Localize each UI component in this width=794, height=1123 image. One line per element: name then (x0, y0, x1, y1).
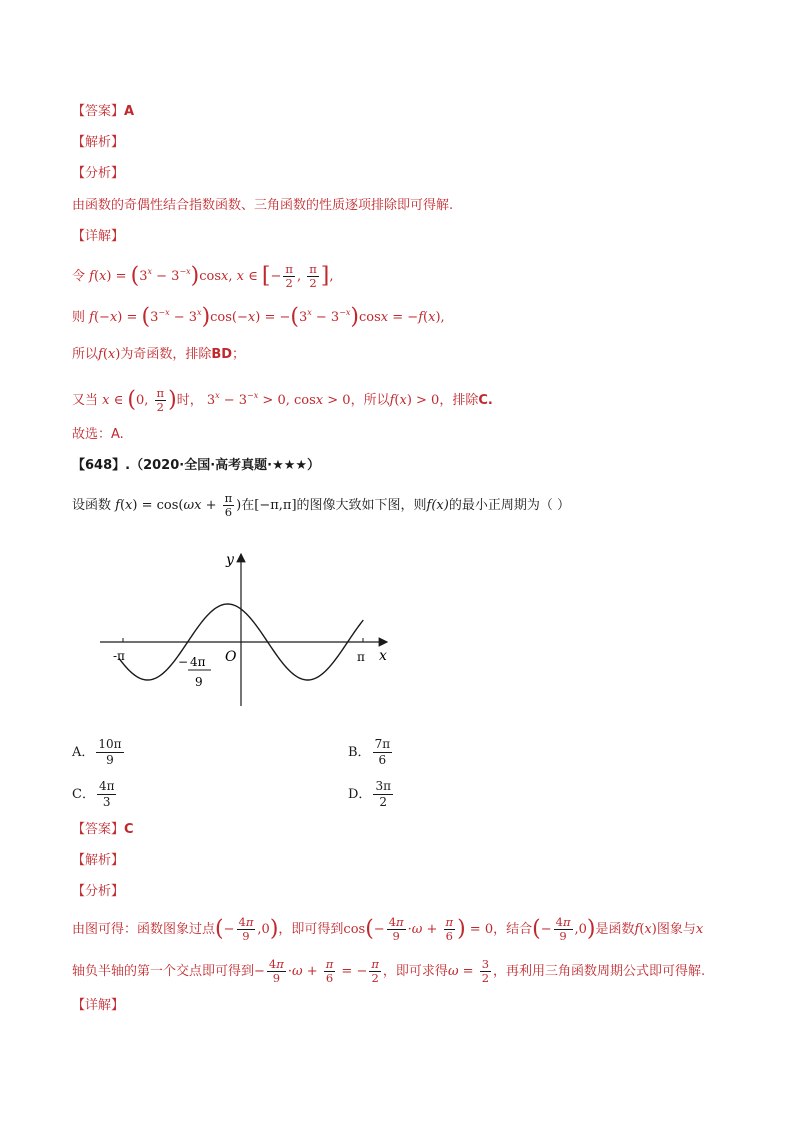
conclusion-1: 故选：A. (72, 427, 124, 442)
detail-line-4: 又当 x ∈ (0, $\frac{\pi}{2}$ )时， $3^x - 3^{-x} > 0$, cosx > 0，所以f(x) > 0，排除C. (72, 386, 493, 414)
zero-sign: − (178, 655, 189, 669)
option-c[interactable]: C． $\frac{4\pi}{3}$ (72, 779, 115, 809)
answer-label: 【答案】 (72, 104, 125, 119)
answer-line-2: 【答案】C (72, 822, 134, 837)
problem-stem: 设函数 f(x) = cos(ωx + $\frac{\pi}{6}$ )在[−π,π]的图像大致如下图，则f(x)的最小正周期为（ ） (72, 491, 570, 519)
problem-number: 【648】. (72, 458, 131, 473)
detail-line-2: 则 $f(-x) = (3^{-x} - 3^x)\cos(-x) = -(3^x - 3^{-x})\cos x = -f(x)$, (72, 304, 445, 330)
formula-f-neg: $f(-x) = (3^{-x} - 3^x)\cos(-x) = -(3^x - 3^{-x})\cos x = -f(x)$, (89, 304, 445, 330)
formula-f-def: $f(x) = (3^x - 3^{-x})\cos x$, x ∈ [− $\frac{\pi}{2}$ , $\frac{\pi}{2}$ ], (89, 262, 334, 290)
pi-label: π (357, 650, 365, 664)
cosine-graph (95, 548, 395, 708)
problem-header (72, 456, 320, 476)
x-label: x (379, 648, 387, 664)
zero-den: 9 (195, 675, 203, 689)
xiangjie-label-2: 【详解】 (72, 998, 125, 1013)
fenxi-label-2: 【分析】 (72, 884, 125, 899)
jiexi-label-1: 【解析】 (72, 135, 125, 150)
zero-num: 4π (190, 655, 206, 669)
detail-line-1: 令 $f(x) = (3^x - 3^{-x})\cos x$, x ∈ [− $\frac{\pi}{2}$ , $\frac{\pi}{2}$ ], (72, 262, 334, 290)
fenxi-text-1: 由函数的奇偶性结合指数函数、三角函数的性质逐项排除即可得解. (72, 198, 454, 213)
xiangjie-label-1: 【详解】 (72, 229, 125, 244)
neg-pi-label: -π (113, 649, 125, 663)
option-a[interactable]: A． $\frac{10\pi}{9}$ (72, 737, 122, 767)
jiexi-label-2: 【解析】 (72, 853, 125, 868)
answer-line-1 (72, 102, 134, 122)
y-label: y (226, 552, 234, 568)
origin-label: O (225, 649, 237, 665)
fenxi2-line-1: 由图可得：函数图象过点(− $\frac{4\pi}{9}$ ,0)，即可得到cos(− $\frac{4\pi}{9}$ ·ω + $\frac{\pi}{6}$ ) = 0，结合(− $\frac{4\pi}{9}$ ,0)是函数f(x)图象与x (72, 915, 704, 943)
fenxi2-line-2: 轴负半轴的第一个交点即可得到− $\frac{4\pi}{9}$ ·ω + $\frac{\pi}{6}$ = − $\frac{\pi}{2}$ ，即可求得ω = $\frac{3}{2}$ ，再利用三角函数周期公式即可得解. (72, 957, 706, 985)
problem-source: （2020·全国·高考真题·★★★） (130, 458, 321, 473)
option-b[interactable]: B． $\frac{7\pi}{6}$ (348, 737, 391, 767)
option-d[interactable]: D． $\frac{3\pi}{2}$ (348, 779, 391, 809)
detail-line-3: 所以f(x)为奇函数，排除BD； (72, 347, 246, 362)
formula-cos: f(x) = cos(ωx + $\frac{\pi}{6}$ ) (115, 491, 242, 519)
fenxi-label-1: 【分析】 (72, 166, 125, 181)
answer-value: A (124, 104, 135, 119)
